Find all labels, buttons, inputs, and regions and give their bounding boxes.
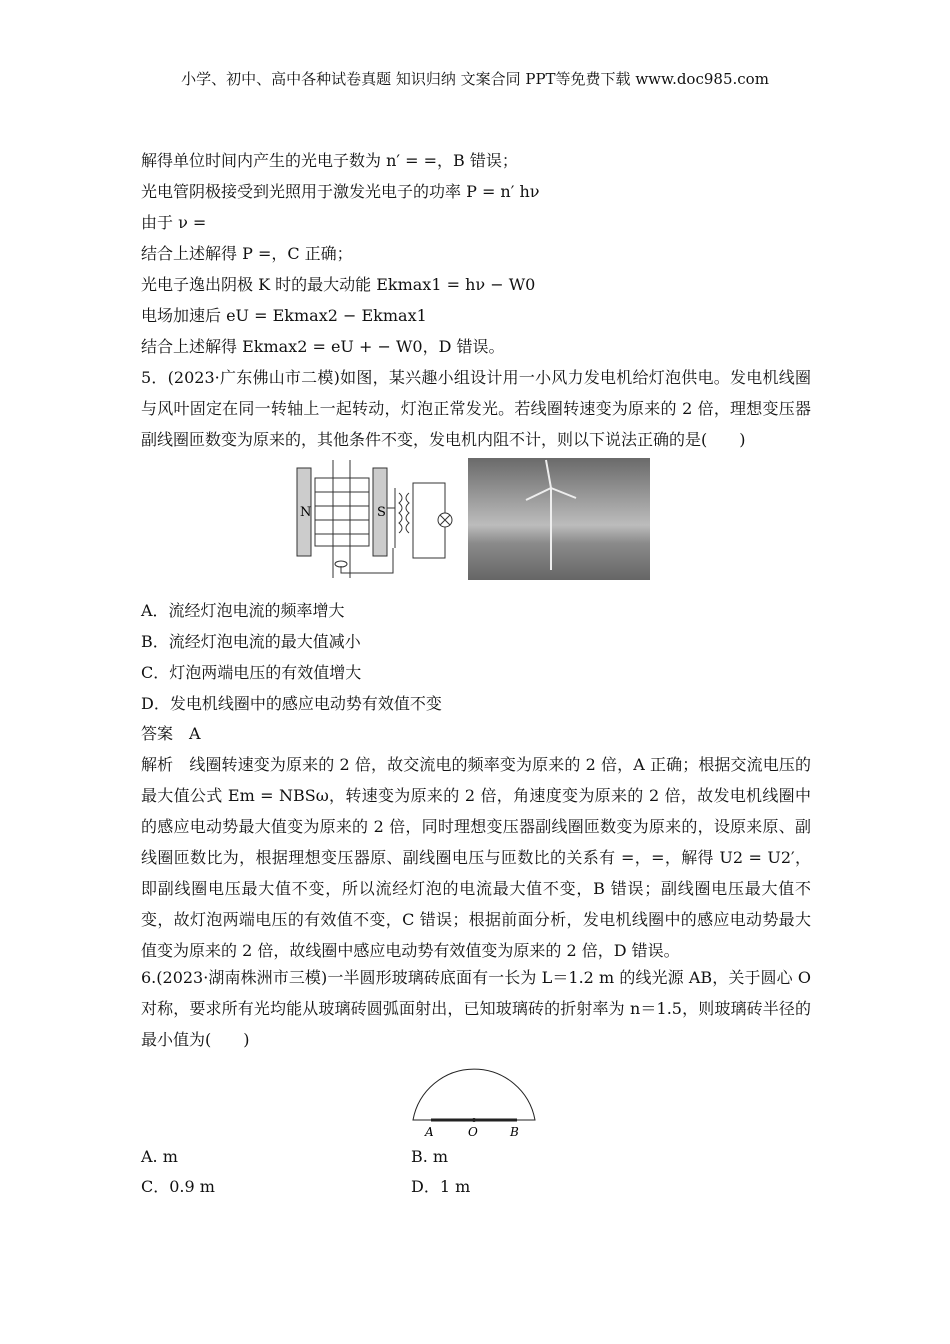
solution-line: 由于 ν = [141,213,207,232]
s-pole-label: S [377,505,386,520]
semicircle-diagram [405,1040,545,1140]
answer: 答案 A [141,724,201,743]
wind-turbine-photo [468,458,650,580]
n-pole-label: N [300,505,312,520]
solution-line: 结合上述解得 Ekmax2 = eU + − W0，D 错误。 [141,337,505,356]
option-d: D．1 m [411,1177,471,1196]
solution-line: 结合上述解得 P =，C 正确； [141,244,353,263]
solution-line: 光电管阴极接受到光照用于激发光电子的功率 P = n′ hν [141,182,540,201]
option-a: A. m [141,1147,178,1166]
label-b: B [510,1125,519,1139]
question-6-stem: 6.(2023·湖南株洲市三模)一半圆形玻璃砖底面有一长为 L＝1.2 m 的线光源 AB，关于圆心 O 对称，要求所有光均能从玻璃砖圆弧面射出，已知玻璃砖的折射率为 n＝1.5，则玻璃砖半径的最小值为( ) [141,968,811,1049]
analysis: 解析 线圈转速变为原来的 2 倍，故交流电的频率变为原来的 2 倍，A 正确；根据交流电压的最大值公式 Em = NBSω，转速变为原来的 2 倍，角速度变为原来的 2 倍，故发电机线圈中的感应电动势最大值变为原来的 2 倍，同时理想变压器副线圈匝数变为原来的，设原来原、副线圈匝数比为，根据理想变压器原、副线圈电压与匝数比的关系有 =，=，解得 U2 = U2′，即副线圈电压最大值不变，所以流经灯泡的电流最大值不变，B 错误；副线圈电压最大值不变，故灯泡两端电压的有效值不变，C 错误；根据前面分析，发电机线圈中的感应电动势最大值变为原来的 2 倍，故线圈中感应电动势有效值变为原来的 2 倍，D 错误。 [141,755,811,960]
option-d: D．发电机线圈中的感应电动势有效值不变 [141,694,442,713]
page-header: 小学、初中、高中各种试卷真题 知识归纳 文案合同 PPT等免费下载 www.doc985.com [181,70,769,88]
solution-line: 光电子逸出阴极 K 时的最大动能 Ekmax1 = hν − W0 [141,275,536,294]
generator-circuit-diagram [295,458,455,583]
solution-line: 解得单位时间内产生的光电子数为 n′ = =，B 错误； [141,151,518,170]
label-a: A [425,1125,434,1139]
option-c: C．灯泡两端电压的有效值增大 [141,663,362,682]
option-a: A．流经灯泡电流的频率增大 [141,601,345,620]
label-o: O [468,1125,478,1139]
option-c: C．0.9 m [141,1177,215,1196]
question-5-stem: 5．(2023·广东佛山市二模)如图，某兴趣小组设计用一小风力发电机给灯泡供电。发电机线圈与风叶固定在同一转轴上一起转动，灯泡正常发光。若线圈转速变为原来的 2 倍，理想变压器副线圈匝数变为原来的，其他条件不变，发电机内阻不计，则以下说法正确的是( ) [141,368,811,449]
solution-line: 电场加速后 eU = Ekmax2 − Ekmax1 [141,306,427,325]
option-b: B. m [411,1147,449,1166]
option-b: B．流经灯泡电流的最大值减小 [141,632,361,651]
